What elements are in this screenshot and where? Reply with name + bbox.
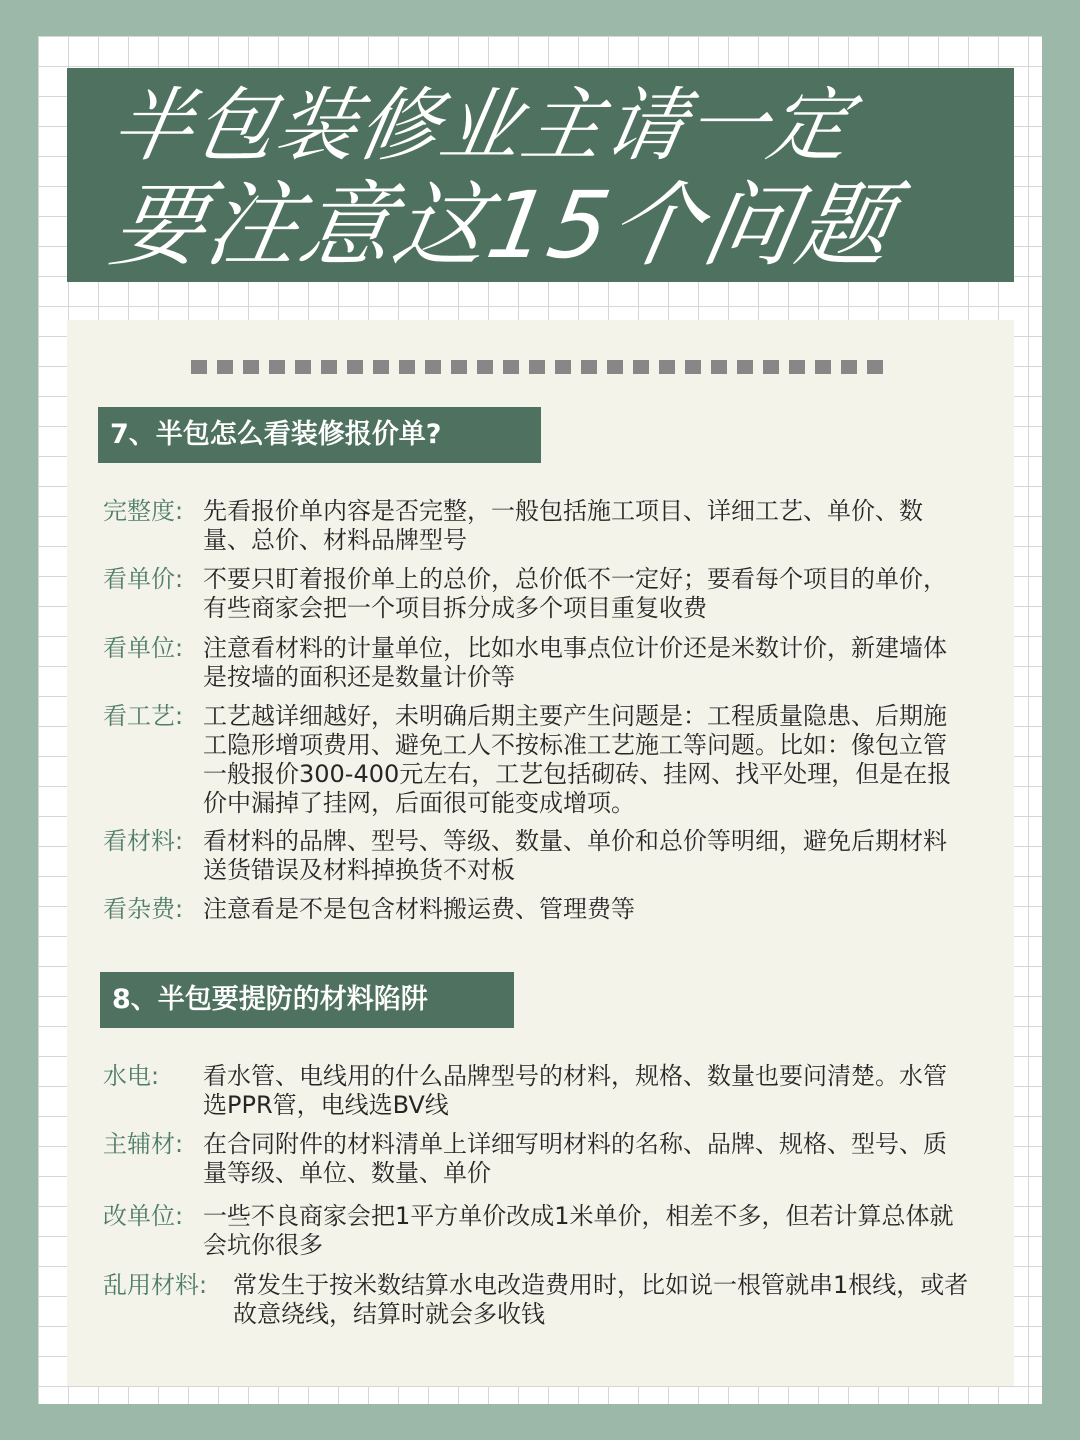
item-label: 改单位:	[103, 1202, 184, 1230]
item-text: 看水管、电线用的什么品牌型号的材料，规格、数量也要问清楚。水管选PPR管，电线选BV线	[203, 1062, 947, 1119]
item-text: 看材料的品牌、型号、等级、数量、单价和总价等明细，避免后期材料送货错误及材料掉换货不对板	[203, 827, 947, 884]
item-text: 常发生于按米数结算水电改造费用时，比如说一根管就串1根线，或者故意绕线，结算时就会多收钱	[233, 1271, 969, 1328]
section-8-heading: 8、半包要提防的材料陷阱	[100, 972, 514, 1028]
item-text: 注意看材料的计量单位，比如水电事点位计价还是米数计价，新建墙体是按墙的面积还是数量计价等	[203, 634, 947, 691]
dashed-divider	[191, 360, 883, 374]
item-label: 主辅材:	[103, 1130, 184, 1158]
item-label: 完整度:	[103, 497, 184, 525]
title-line-1: 半包装修业主请一定	[104, 79, 860, 172]
title-banner	[67, 68, 1014, 282]
item-text: 先看报价单内容是否完整，一般包括施工项目、详细工艺、单价、数量、总价、材料品牌型号	[203, 497, 923, 554]
item-text: 一些不良商家会把1平方单价改成1米单价，相差不多，但若计算总体就会坑你很多	[203, 1202, 954, 1259]
item-label: 看材料:	[103, 827, 184, 855]
item-label: 看单位:	[103, 634, 184, 662]
title-line-2: 要注意这15个问题	[103, 172, 902, 279]
item-text: 工艺越详细越好，未明确后期主要产生问题是：工程质量隐患、后期施工隐形增项费用、避免工人不按标准工艺施工等问题。比如：像包立管一般报价300-400元左右，工艺包括砌砖、挂网、找平处理，但是在报价中漏掉了挂网，后面很可能变成增项。	[203, 702, 952, 817]
item-label: 看单价:	[103, 565, 184, 593]
item-label: 水电:	[103, 1062, 160, 1090]
item-label: 乱用材料:	[103, 1271, 208, 1299]
item-label: 看工艺:	[103, 702, 184, 730]
content-card	[67, 320, 1014, 1386]
item-text: 注意看是不是包含材料搬运费、管理费等	[203, 895, 635, 923]
item-text: 在合同附件的材料清单上详细写明材料的名称、品牌、规格、型号、质量等级、单位、数量、单价	[203, 1130, 947, 1187]
item-text: 不要只盯着报价单上的总价，总价低不一定好；要看每个项目的单价，有些商家会把一个项目拆分成多个项目重复收费	[203, 565, 947, 622]
item-label: 看杂费:	[103, 895, 184, 923]
section-7-heading: 7、半包怎么看装修报价单?	[98, 407, 541, 463]
